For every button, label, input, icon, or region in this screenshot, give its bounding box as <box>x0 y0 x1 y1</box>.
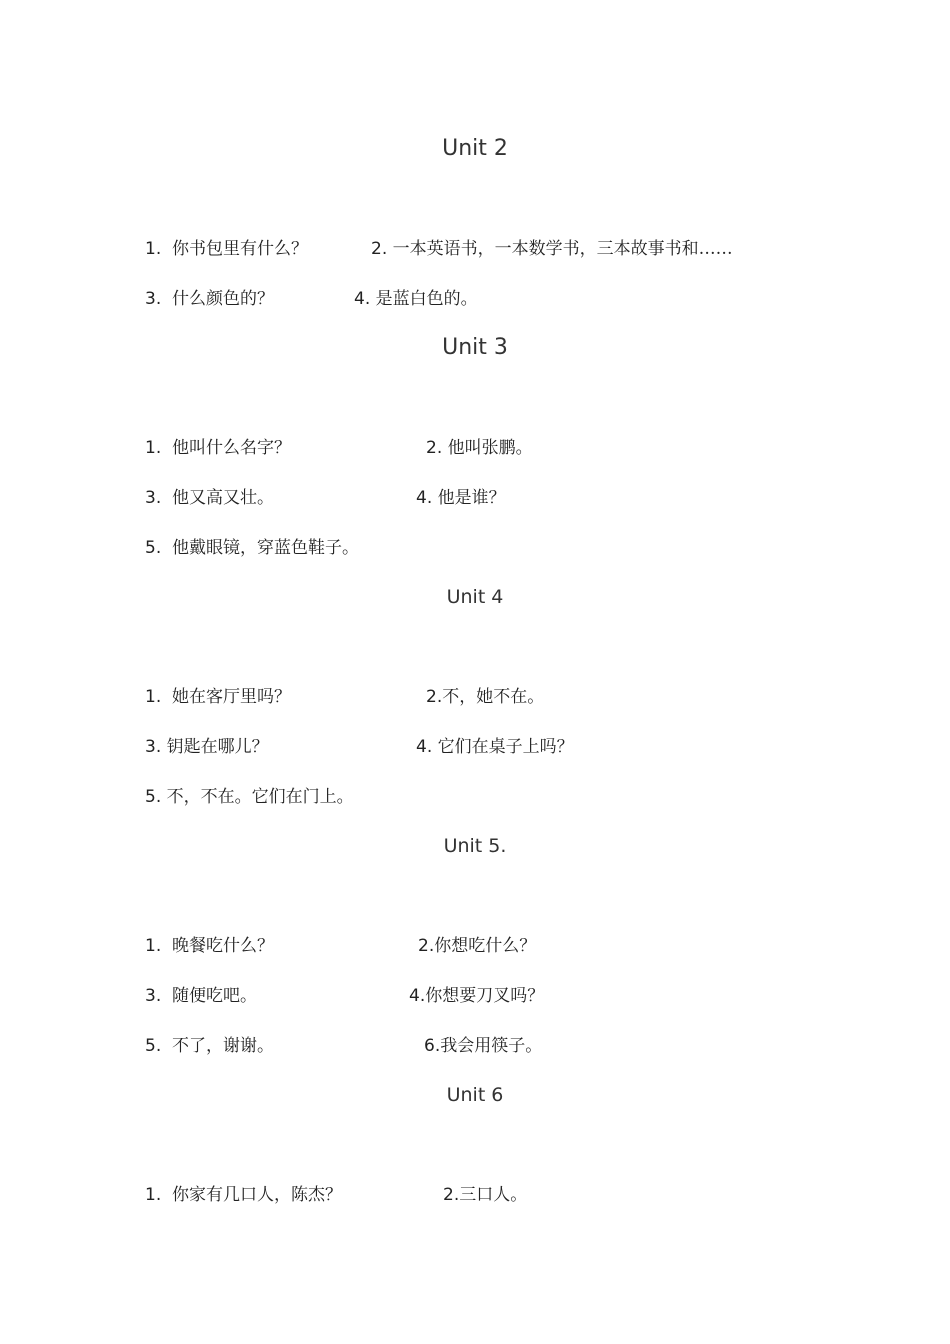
list-item <box>145 537 359 559</box>
item-text: 他戴眼镜，穿蓝色鞋子。 <box>172 538 360 558</box>
item-number: 4. <box>409 986 426 1006</box>
item-number: 5. <box>145 787 162 807</box>
item-text: 不，不在。它们在门上。 <box>166 787 354 807</box>
list-item <box>145 238 308 260</box>
item-text: 你书包里有什么？ <box>172 239 309 259</box>
list-item <box>416 487 506 509</box>
item-text: 他叫张鹏。 <box>447 438 533 458</box>
list-item <box>426 686 544 708</box>
list-item <box>145 736 269 758</box>
list-item <box>418 935 536 957</box>
item-text: 他又高又壮。 <box>172 488 275 508</box>
item-text: 你家有几口人，陈杰？ <box>172 1185 343 1205</box>
item-number: 4. <box>354 289 371 309</box>
item-text: 他是谁？ <box>437 488 506 508</box>
item-number: 1. <box>145 936 162 956</box>
unit-title: Unit 4 <box>446 586 504 608</box>
list-item <box>145 1184 342 1206</box>
list-item <box>145 288 274 310</box>
list-item <box>145 686 291 708</box>
item-number: 2. <box>426 687 443 707</box>
item-number: 3. <box>145 289 162 309</box>
item-text: 不，她不在。 <box>442 687 545 707</box>
item-text: 是蓝白色的。 <box>375 289 478 309</box>
list-item <box>145 1035 274 1057</box>
item-number: 2. <box>371 239 388 259</box>
item-number: 3. <box>145 986 162 1006</box>
item-text: 我会用筷子。 <box>440 1036 543 1056</box>
list-item <box>409 985 544 1007</box>
item-number: 1. <box>145 1185 162 1205</box>
item-number: 2. <box>426 438 443 458</box>
item-text: 三口人。 <box>459 1185 528 1205</box>
item-number: 1. <box>145 239 162 259</box>
item-text: 你想要刀叉吗？ <box>425 986 545 1006</box>
item-number: 4. <box>416 737 433 757</box>
item-text: 晚餐吃什么？ <box>172 936 275 956</box>
list-item <box>371 238 733 260</box>
item-number: 2. <box>418 936 435 956</box>
list-item <box>145 487 274 509</box>
item-number: 5. <box>145 538 162 558</box>
item-text: 你想吃什么？ <box>434 936 537 956</box>
unit-title: Unit 3 <box>442 335 508 360</box>
item-number: 3. <box>145 488 162 508</box>
list-item <box>354 288 478 310</box>
item-text: 随便吃吧。 <box>172 986 258 1006</box>
list-item <box>145 786 354 808</box>
item-number: 5. <box>145 1036 162 1056</box>
list-item <box>145 935 274 957</box>
item-text: 钥匙在哪儿？ <box>166 737 269 757</box>
list-item <box>145 437 291 459</box>
item-number: 4. <box>416 488 433 508</box>
item-number: 1. <box>145 687 162 707</box>
item-text: 一本英语书，一本数学书，三本故事书和…… <box>392 239 733 259</box>
item-text: 不了，谢谢。 <box>172 1036 275 1056</box>
item-text: 她在客厅里吗？ <box>172 687 292 707</box>
item-number: 3. <box>145 737 162 757</box>
list-item <box>416 736 574 758</box>
item-text: 他叫什么名字？ <box>172 438 292 458</box>
item-number: 6. <box>424 1036 441 1056</box>
item-number: 1. <box>145 438 162 458</box>
unit-title: Unit 6 <box>446 1084 504 1106</box>
item-number: 2. <box>443 1185 460 1205</box>
unit-title: Unit 5. <box>443 835 507 857</box>
list-item <box>443 1184 527 1206</box>
list-item <box>426 437 533 459</box>
item-text: 它们在桌子上吗？ <box>437 737 574 757</box>
list-item <box>424 1035 542 1057</box>
list-item <box>145 985 257 1007</box>
item-text: 什么颜色的？ <box>172 289 275 309</box>
unit-title: Unit 2 <box>442 136 508 161</box>
